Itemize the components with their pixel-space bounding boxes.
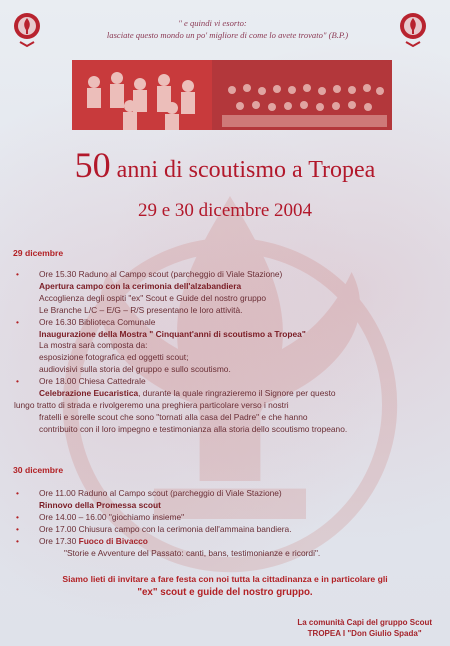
title-text: anni di scoutismo a Tropea bbox=[110, 157, 376, 183]
day1-accoglienza-row bbox=[14, 293, 434, 305]
day1-program bbox=[14, 269, 434, 436]
bullet-icon: • bbox=[16, 523, 19, 534]
day1-branche-row bbox=[14, 305, 434, 317]
group-photo-figures bbox=[72, 60, 392, 130]
title-number: 50 bbox=[74, 145, 111, 185]
day2-storie-row bbox=[14, 548, 434, 560]
day1-item-raduno bbox=[14, 269, 434, 281]
day2-heading: 30 dicembre bbox=[13, 465, 64, 475]
day2-raduno-text: Ore 11.00 Raduno al Campo scout (parcheggio di Viale Stazione) bbox=[39, 488, 282, 498]
day2-chiusura-text: Ore 17.00 Chiusura campo con la cerimonia dell'ammaina bandiera. bbox=[39, 523, 292, 534]
bullet-icon: • bbox=[16, 535, 19, 546]
day1-branche-text: Le Branche L/C – E/G – R/S presentano le loro attività. bbox=[39, 304, 243, 315]
day2-program bbox=[14, 488, 434, 559]
signature-block bbox=[297, 617, 432, 639]
day1-lungo-row bbox=[14, 400, 434, 412]
bullet-icon: • bbox=[16, 511, 19, 522]
day2-item-giochiamo bbox=[14, 512, 434, 524]
bullet-icon: • bbox=[16, 269, 19, 279]
day1-cattedrale-text: Ore 18.00 Chiesa Cattedrale bbox=[39, 376, 146, 387]
day1-audiovisivi-row bbox=[14, 364, 434, 376]
day1-esposizione-text: esposizione fotografica ed oggetti scout; bbox=[39, 352, 189, 363]
day1-accoglienza-text: Accoglienza degli ospiti "ex" Scout e Guide del nostro gruppo bbox=[39, 292, 267, 303]
day1-celebrazione-text: Celebrazione Eucaristica bbox=[39, 388, 139, 399]
day1-fratelli-text: fratelli e sorelle scout che sono "tornati alla casa del Padre" e che hanno bbox=[39, 411, 308, 422]
day2-giochiamo-text: Ore 14.00 – 16.00 "giochiamo insieme" bbox=[39, 511, 185, 522]
day1-audiovisivi-text: audiovisivi sulla storia del gruppo e sullo scoutismo. bbox=[39, 364, 231, 375]
day2-fuoco-text: Fuoco di Bivacco bbox=[78, 535, 148, 546]
day1-celebrazione-rest: , durante la quale ringrazieremo il Signore per questo bbox=[138, 388, 336, 399]
day1-apertura-row bbox=[14, 281, 434, 293]
day1-apertura-text: Apertura campo con la cerimonia dell'alzabandiera bbox=[39, 280, 242, 291]
scout-emblem-right-icon bbox=[398, 10, 428, 48]
day1-item-biblioteca bbox=[14, 317, 434, 329]
day1-contribuito-row bbox=[14, 424, 434, 436]
signature-line-2: TROPEA I "Don Giulio Spada" bbox=[307, 629, 422, 638]
baden-powell-quote bbox=[70, 17, 385, 41]
bullet-icon: • bbox=[16, 316, 19, 327]
invite-line-2: "ex" scout e guide del nostro gruppo. bbox=[137, 587, 313, 598]
day1-esposizione-row bbox=[14, 352, 434, 364]
day2-bivacco-time: Ore 17.30 bbox=[39, 535, 79, 546]
day1-mostra-row bbox=[14, 340, 434, 352]
day1-raduno-text: Ore 15.30 Raduno al Campo scout (parcheggio di Viale Stazione) bbox=[39, 269, 283, 279]
day2-rinnovo-text: Rinnovo della Promessa scout bbox=[39, 499, 161, 510]
signature-line-1: La comunità Capi del gruppo Scout bbox=[297, 618, 432, 627]
poster-title bbox=[0, 145, 450, 185]
event-dates: 29 e 30 dicembre 2004 bbox=[137, 200, 313, 221]
quote-line-2: lasciate questo mondo un po' migliore di come lo avete trovato" (B.P.) bbox=[106, 30, 349, 40]
invitation-text bbox=[20, 573, 430, 599]
day1-contribuito-text: contribuito con il loro impegno e testimonianza alla storia dello scoutismo tropeano. bbox=[39, 423, 348, 434]
bullet-icon: • bbox=[16, 488, 19, 498]
bullet-icon: • bbox=[16, 376, 19, 387]
day2-item-chiusura bbox=[14, 524, 434, 536]
day1-fratelli-row bbox=[14, 412, 434, 424]
day2-item-raduno bbox=[14, 488, 434, 500]
day2-storie-text: "Storie e Avventure del Passato: canti, bans, testimonianze e ricordi". bbox=[64, 547, 321, 558]
day1-heading: 29 dicembre bbox=[13, 248, 64, 258]
day1-lungo-text: lungo tratto di strada e rivolgeremo una preghiera particolare verso i nostri bbox=[14, 399, 289, 410]
invite-line-1: Siamo lieti di invitare a fare festa con noi tutta la cittadinanza e in particolare gli bbox=[62, 574, 388, 584]
day1-inaugurazione-text: Inaugurazione della Mostra " Cinquant'anni di scoutismo a Tropea" bbox=[39, 328, 306, 339]
day1-biblioteca-text: Ore 16.30 Biblioteca Comunale bbox=[39, 316, 156, 327]
day1-mostra-text: La mostra sarà composta da: bbox=[39, 340, 148, 351]
group-photo-collage bbox=[72, 60, 392, 130]
day1-inaugurazione-row bbox=[14, 329, 434, 341]
day1-celebrazione-row bbox=[14, 388, 434, 400]
scout-emblem-left-icon bbox=[12, 10, 42, 48]
day2-rinnovo-row bbox=[14, 500, 434, 512]
quote-line-1: " e quindi vi esorto: bbox=[178, 18, 247, 28]
day2-item-bivacco bbox=[14, 536, 434, 548]
day1-item-cattedrale bbox=[14, 376, 434, 388]
